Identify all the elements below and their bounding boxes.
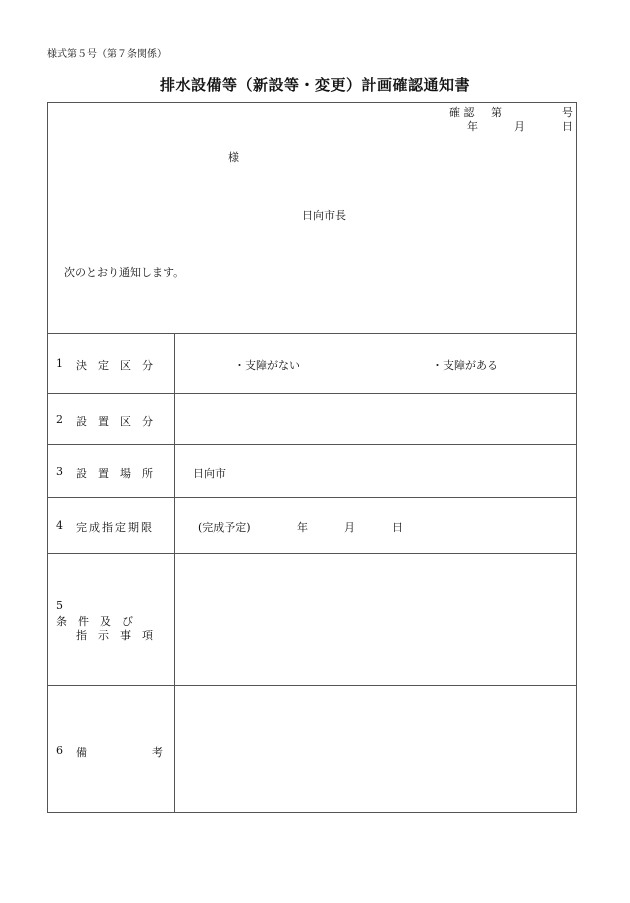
form-number: 様式第５号（第７条関係） [47,49,167,60]
row-label-install-type: 設 置 区 分 [76,415,153,428]
row-label-instructions: 指 示 事 項 [76,629,153,642]
row-divider [47,333,577,334]
row-label-deadline: 完成指定期限 [76,521,154,534]
recipient-suffix: 様 [228,151,239,164]
confirm-label: 確 認 [449,106,475,119]
row-label-location: 設 置 場 所 [76,467,153,480]
row-label-remarks-end: 考 [152,746,163,759]
completion-planned-label: (完成予定) [198,521,251,534]
row-number: 4 [56,519,63,532]
number-suffix: 号 [562,106,573,119]
row-divider [47,393,577,394]
deadline-month: 月 [344,521,355,534]
location-value: 日向市 [193,467,226,480]
deadline-year: 年 [297,521,308,534]
row-label-conditions: 条 件 及 び [56,615,133,628]
column-divider [174,333,175,813]
option-no-hindrance: ・支障がない [234,359,300,372]
row-divider [47,497,577,498]
row-number: 1 [56,357,63,370]
row-number: 5 [56,599,63,612]
date-day: 日 [562,120,573,133]
row-number: 3 [56,465,63,478]
number-prefix: 第 [491,106,502,119]
row-number: 6 [56,744,63,757]
row-divider [47,444,577,445]
option-hindrance: ・支障がある [432,359,498,372]
notice-text: 次のとおり通知します。 [64,266,185,279]
row-divider [47,553,577,554]
document-title: 排水設備等（新設等・変更）計画確認通知書 [159,76,470,94]
issuer-name: 日向市長 [302,209,346,222]
row-label-decision: 決 定 区 分 [76,359,153,372]
date-month: 月 [514,120,525,133]
deadline-day: 日 [392,521,403,534]
row-number: 2 [56,413,63,426]
row-label-remarks: 備 [76,746,87,759]
row-divider [47,685,577,686]
date-year: 年 [467,120,478,133]
